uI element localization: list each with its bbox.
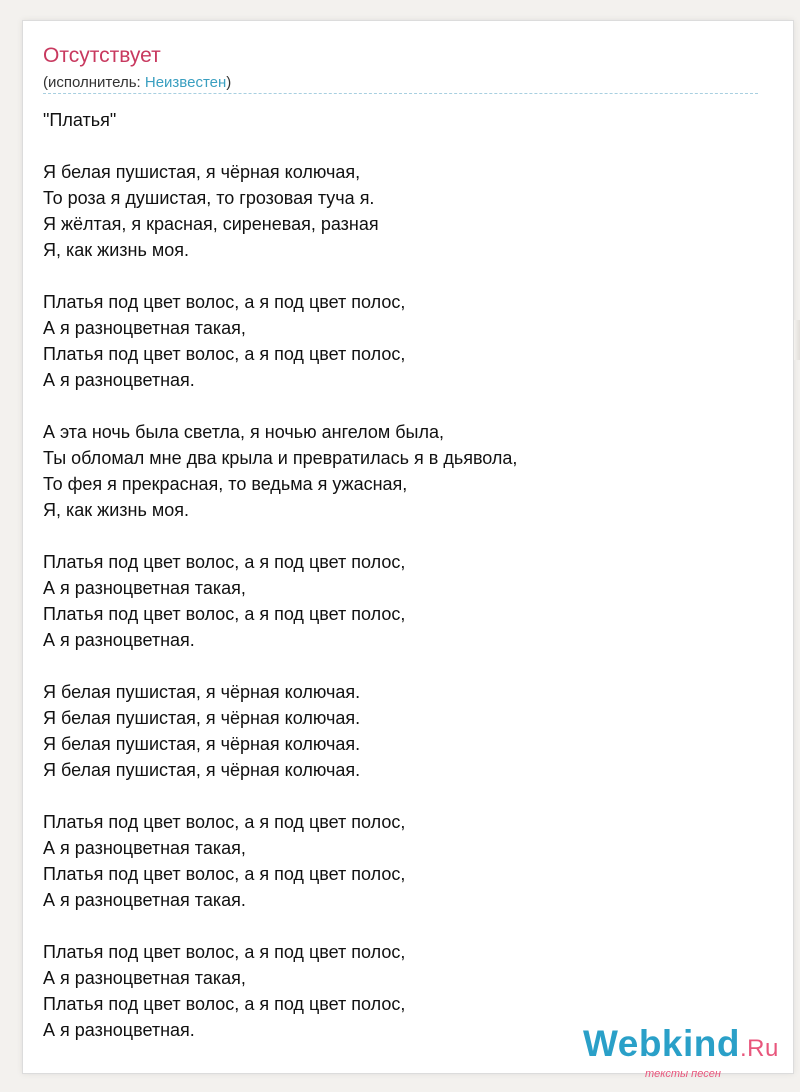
- stanza: [43, 159, 517, 263]
- stanza: [43, 809, 517, 913]
- lyrics-body: [43, 107, 517, 1043]
- lyric-line: А я разноцветная такая.: [43, 890, 246, 910]
- lyric-line: А я разноцветная.: [43, 1020, 195, 1040]
- artist-link[interactable]: Неизвестен: [144, 74, 227, 91]
- artist-prefix: (исполнитель:: [43, 74, 145, 91]
- song-title: "Платья": [43, 110, 117, 130]
- logo-tld: .Ru: [740, 1035, 779, 1062]
- lyric-line: Я белая пушистая, я чёрная колючая.: [43, 682, 361, 702]
- lyric-line: Я белая пушистая, я чёрная колючая.: [43, 734, 361, 754]
- lyric-line: Я белая пушистая, я чёрная колючая.: [43, 708, 361, 728]
- lyric-line: Платья под цвет волос, а я под цвет полос,: [43, 942, 406, 962]
- lyric-line: Я белая пушистая, я чёрная колючая,: [43, 162, 361, 182]
- lyric-line: Я белая пушистая, я чёрная колючая.: [43, 760, 361, 780]
- lyric-line: Я, как жизнь моя.: [43, 500, 189, 520]
- lyric-line: А я разноцветная такая,: [43, 578, 246, 598]
- lyric-line: То фея я прекрасная, то ведьма я ужасная,: [43, 474, 408, 494]
- stanza: [43, 419, 517, 523]
- page-edge-shadow: [794, 320, 800, 360]
- lyric-line: А я разноцветная.: [43, 370, 195, 390]
- lyric-line: То роза я душистая, то грозовая туча я.: [43, 188, 375, 208]
- stanza: [43, 289, 517, 393]
- lyric-line: Платья под цвет волос, а я под цвет полос,: [43, 604, 406, 624]
- lyric-line: А эта ночь была светла, я ночью ангелом была,: [43, 422, 445, 442]
- lyric-line: Платья под цвет волос, а я под цвет полос,: [43, 292, 406, 312]
- lyric-line: Платья под цвет волос, а я под цвет полос,: [43, 552, 406, 572]
- lyric-line: А я разноцветная такая,: [43, 968, 246, 988]
- lyric-line: Платья под цвет волос, а я под цвет полос,: [43, 994, 406, 1014]
- artist-suffix: ): [226, 74, 232, 91]
- stanza: [43, 679, 517, 783]
- logo-main-text: Webkind: [583, 1023, 740, 1064]
- site-logo[interactable]: [583, 1023, 783, 1080]
- lyric-line: Я жёлтая, я красная, сиреневая, разная: [43, 214, 379, 234]
- lyric-line: Я, как жизнь моя.: [43, 240, 189, 260]
- lyric-line: А я разноцветная такая,: [43, 838, 246, 858]
- stanza: [43, 549, 517, 653]
- lyric-line: А я разноцветная.: [43, 630, 195, 650]
- lyric-line: А я разноцветная такая,: [43, 318, 246, 338]
- artist-line: [43, 73, 231, 93]
- song-heading: Отсутствует: [43, 44, 161, 67]
- lyric-line: Платья под цвет волос, а я под цвет полос,: [43, 812, 406, 832]
- header-divider: [43, 93, 758, 94]
- lyrics-page: [22, 20, 794, 1080]
- stanza: [43, 939, 517, 1043]
- lyric-line: Ты обломал мне два крыла и превратилась я в дьявола,: [43, 448, 518, 468]
- logo-tagline: тексты песен: [645, 1068, 721, 1080]
- lyric-line: Платья под цвет волос, а я под цвет полос,: [43, 344, 406, 364]
- logo-wordmark: [583, 1024, 779, 1069]
- lyric-line: Платья под цвет волос, а я под цвет полос,: [43, 864, 406, 884]
